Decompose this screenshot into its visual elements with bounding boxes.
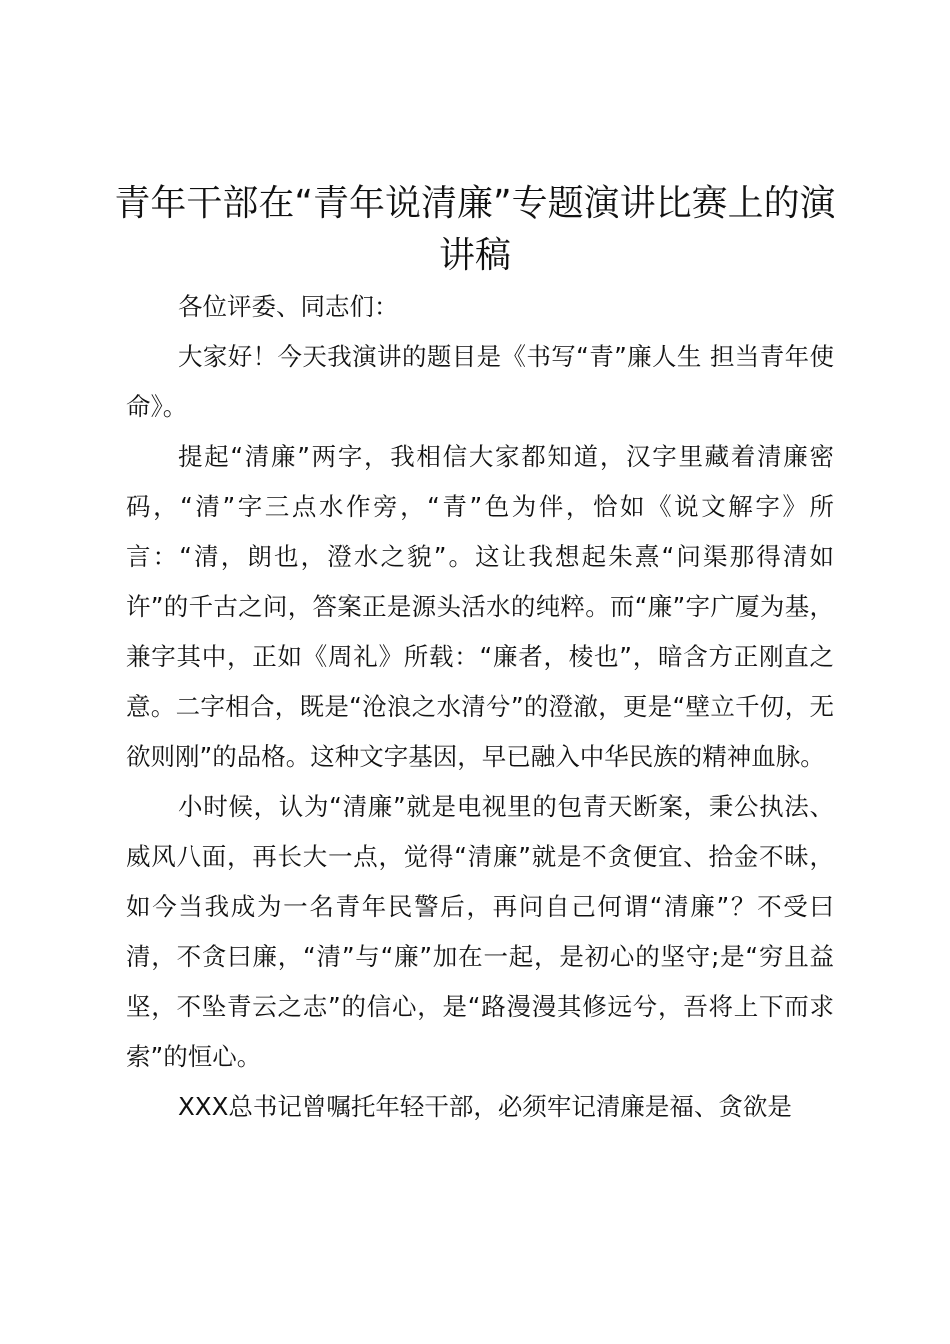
paragraph-greeting: 各位评委、同志们：	[178, 292, 399, 321]
document-title: 青年干部在“青年说清廉”专题演讲比赛上的演讲稿	[114, 183, 836, 276]
document-body	[126, 282, 834, 1132]
paragraph-intro: 大家好！今天我演讲的题目是《书写“青”廉人生 担当青年使命》。	[126, 342, 834, 421]
paragraph-personal-understanding: 小时候，认为“清廉”就是电视里的包青天断案，秉公执法、威风八面，再长大一点，觉得“清廉”就是不贪便宜、拾金不昧，如今当我成为一名青年民警后，再问自己何谓“清廉”？不受曰清，不贪曰廉，“清”与“廉”加在一起，是初心的坚守;是“穷且益坚，不坠青云之志”的信心，是“路漫漫其修远兮，吾将上下而求索”的恒心。	[126, 792, 834, 1071]
paragraph-instruction: XXX总书记曾嘱托年轻干部，必须牢记清廉是福、贪欲是	[178, 1092, 792, 1121]
paragraph-character-meaning: 提起“清廉”两字，我相信大家都知道，汉字里藏着清廉密码，“清”字三点水作旁，“青”色为伴，恰如《说文解字》所言：“清，朗也，澄水之貌”。这让我想起朱熹“问渠那得清如许”的千古之问，答案正是源头活水的纯粹。而“廉”字广厦为基，兼字其中，正如《周礼》所载：“廉者，棱也”，暗含方正刚直之意。二字相合，既是“沧浪之水清兮”的澄澈，更是“壁立千仞，无欲则刚”的品格。这种文字基因，早已融入中华民族的精神血脉。	[126, 442, 834, 771]
